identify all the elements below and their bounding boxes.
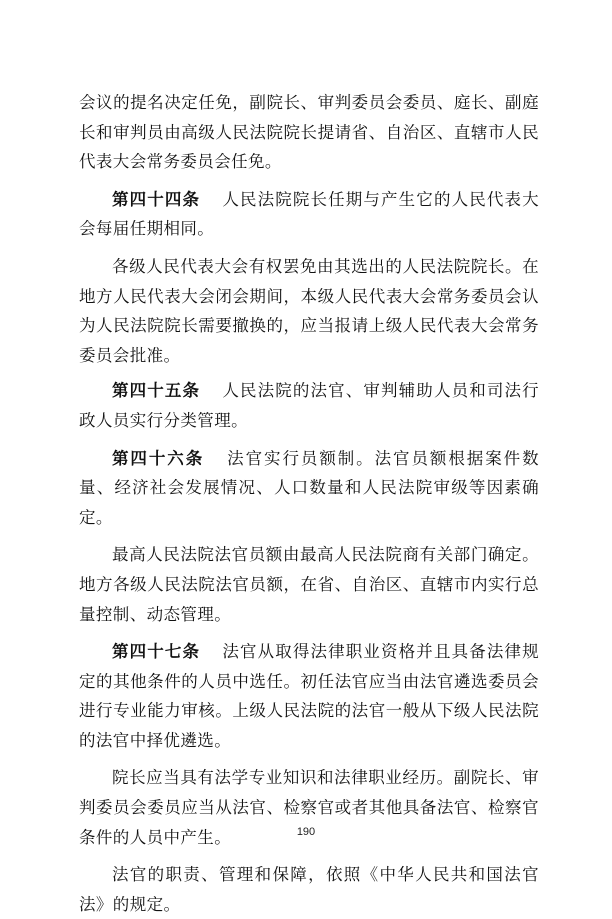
article-heading: 第四十五条 [112,381,201,401]
article-text: 法官实行员额制。法官员额根据案件数量、经济社会发展情况、人口数量和人民法院审级等因素确定。 [79,448,539,527]
page-number: 190 [296,826,316,838]
article-heading: 第四十六条 [112,448,205,468]
article-heading: 第四十四条 [112,189,201,209]
paragraph: 各级人民代表大会有权罢免由其选出的人民法院院长。在地方人民代表大会闭会期间，本级人民代表大会常务委员会认为人民法院院长需要撤换的，应当报请上级人民代表大会常务委员会批准。 [79,256,539,365]
document-body [79,88,539,919]
paragraph-continuation: 会议的提名决定任免，副院长、审判委员会委员、庭长、副庭长和审判员由高级人民法院院长提请省、自治区、直辖市人民代表大会常务委员会任免。 [79,93,539,172]
paragraph: 院长应当具有法学专业知识和法律职业经历。副院长、审判委员会委员应当从法官、检察官或者其他具备法官、检察官条件的人员中产生。 [79,768,539,847]
article-45-paragraph [79,376,539,435]
article-text: 人民法院院长任期与产生它的人民代表大会每届任期相同。 [79,189,540,239]
article-46-paragraph [79,444,539,533]
paragraph: 最高人民法院法官员额由最高人民法院商有关部门确定。地方各级人民法院法官员额，在省、自治区、直辖市内实行总量控制、动态管理。 [79,545,539,624]
article-44-paragraph [79,185,539,244]
article-text: 人民法院的法官、审判辅助人员和司法行政人员实行分类管理。 [79,381,540,430]
article-heading: 第四十七条 [112,642,201,662]
paragraph: 法官的职责、管理和保障，依照《中华人民共和国法官法》的规定。 [79,865,539,914]
article-47-paragraph [79,637,539,755]
article-text: 法官从取得法律职业资格并且具备法律规定的其他条件的人员中选任。初任法官应当由法官遴选委员会进行专业能力审核。上级人民法院的法官一般从下级人民法院的法官中择优遴选。 [79,642,540,750]
